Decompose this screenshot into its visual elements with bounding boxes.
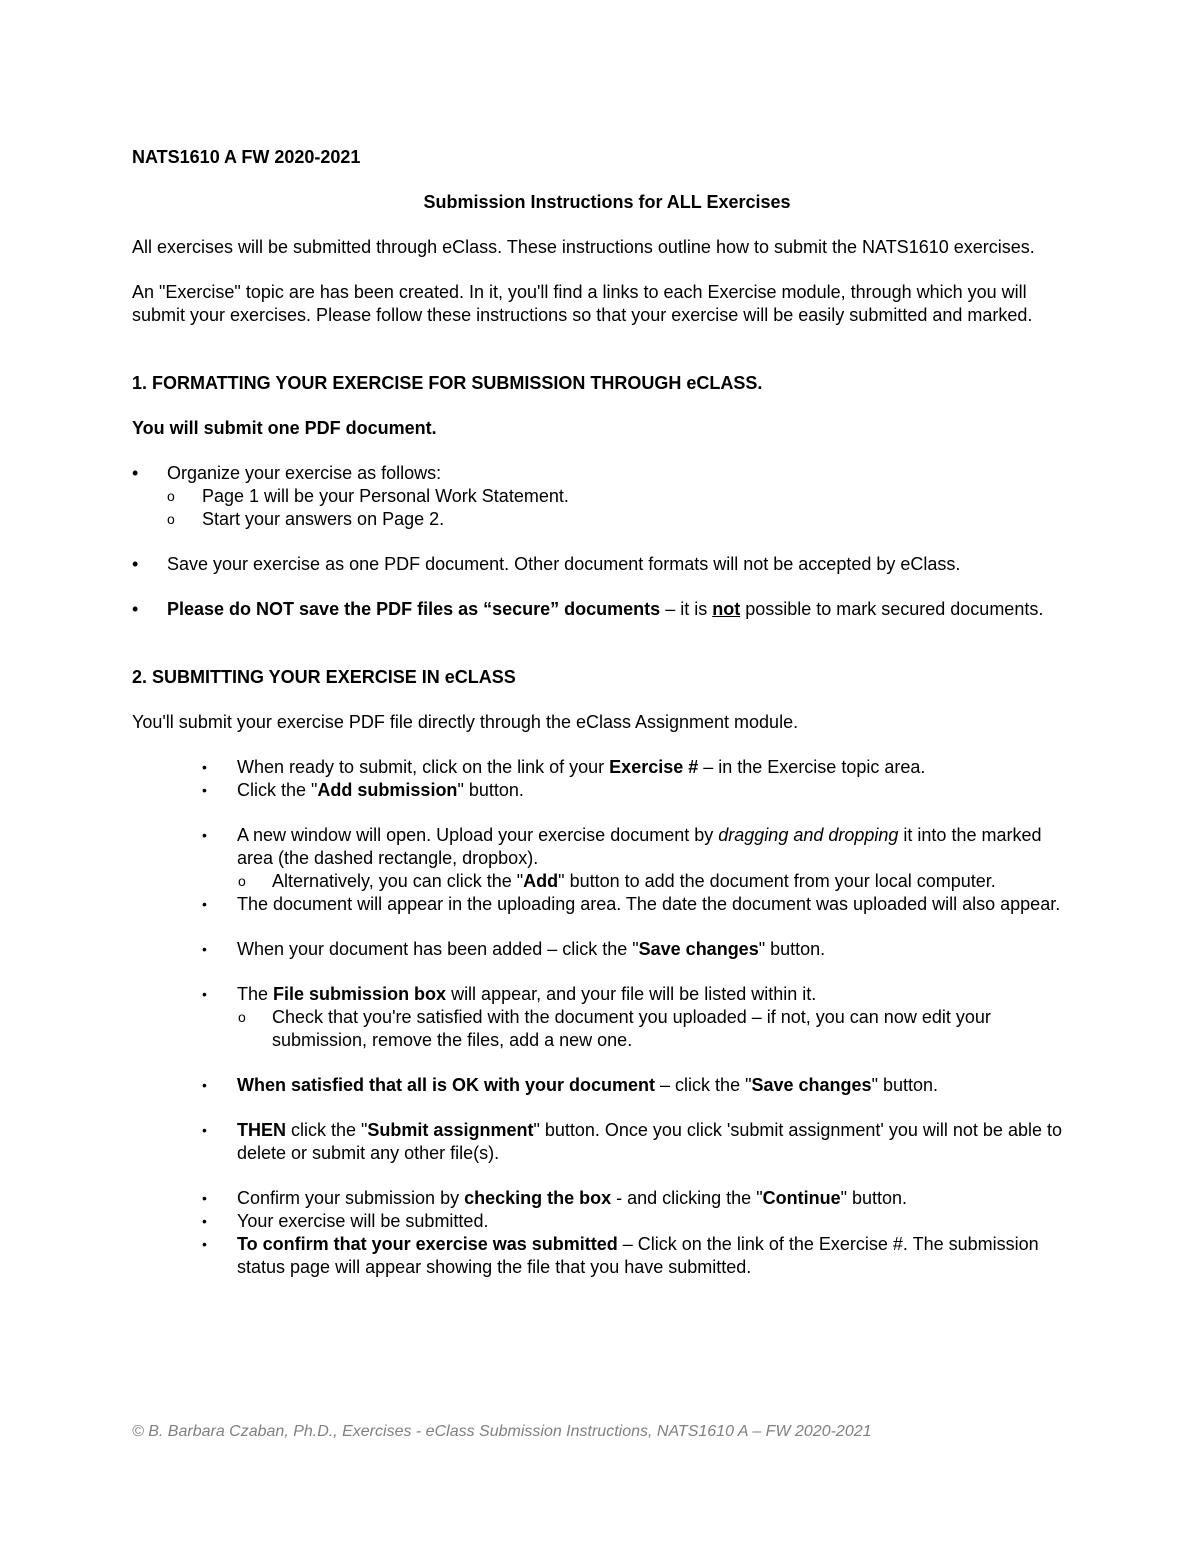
list-item: • A new window will open. Upload your exercise document by dragging and dropping it into the marked area (the dashed rectangle, dropbox). — [202, 825, 1042, 868]
bullet-icon: • — [132, 463, 139, 483]
bullet-icon: • — [202, 896, 207, 912]
section-2-sublist-a — [132, 870, 1082, 893]
course-code: NATS1610 A FW 2020-2021 — [132, 147, 361, 167]
section-2-list-g — [132, 1119, 1082, 1165]
list-item: • The document will appear in the uploading area. The date the document was uploaded will also appear. — [202, 894, 1061, 914]
section-2-heading: 2. SUBMITTING YOUR EXERCISE IN eCLASS — [132, 667, 516, 687]
list-item: • Click the "Add submission" button. — [202, 780, 524, 800]
sub-bullet-icon: o — [167, 511, 175, 527]
section-1-list-2 — [132, 553, 1082, 576]
list-item: • Confirm your submission by checking the box - and clicking the "Continue" button. — [202, 1188, 908, 1208]
list-item: • When ready to submit, click on the link of your Exercise # – in the Exercise topic area. — [202, 757, 926, 777]
section-2-intro: You'll submit your exercise PDF file directly through the eClass Assignment module. — [132, 712, 799, 732]
list-item: • The File submission box will appear, and your file will be listed within it. — [202, 984, 817, 1004]
bullet-icon: • — [202, 1077, 207, 1093]
section-1-subheading: You will submit one PDF document. — [132, 418, 437, 438]
section-2-list-b — [132, 824, 1082, 870]
list-item: • Your exercise will be submitted. — [202, 1211, 489, 1231]
section-2-sublist-b — [132, 1006, 1082, 1052]
bullet-icon: • — [132, 599, 139, 619]
section-1-list-3 — [132, 598, 1082, 621]
section-1-list — [132, 462, 1082, 485]
bullet-icon: • — [202, 759, 207, 775]
bullet-icon: • — [202, 1190, 207, 1206]
section-2-list-d — [132, 938, 1082, 961]
section-2-list-c — [132, 893, 1082, 916]
document-title: Submission Instructions for ALL Exercises — [423, 192, 791, 212]
bullet-icon: • — [202, 986, 207, 1002]
sub-bullet-icon: o — [167, 488, 175, 504]
intro-paragraph-2: An "Exercise" topic are has been created. In it, you'll find a links to each Exercise module, through which you will submit your exercises. Please follow these instructions so that your exercise will be easily submitted and marked. — [132, 282, 1033, 325]
list-item: • Organize your exercise as follows: — [132, 463, 442, 483]
section-2-list-f — [132, 1074, 1082, 1097]
section-1-heading: 1. FORMATTING YOUR EXERCISE FOR SUBMISSION THROUGH eCLASS. — [132, 373, 763, 393]
list-item: • Save your exercise as one PDF document. Other document formats will not be accepted by eClass. — [132, 554, 961, 574]
list-item: • When your document has been added – click the "Save changes" button. — [202, 939, 826, 959]
sub-bullet-icon: o — [238, 873, 246, 889]
bullet-icon: • — [202, 782, 207, 798]
section-2-list-e — [132, 983, 1082, 1006]
bullet-icon: • — [202, 941, 207, 957]
list-item: • THEN click the "Submit assignment" button. Once you click 'submit assignment' you will not be able to delete or submit any other file(s). — [202, 1120, 1062, 1163]
list-item: • To confirm that your exercise was submitted – Click on the link of the Exercise #. The submission status page will appear showing the file that you have submitted. — [202, 1234, 1039, 1277]
section-1-sublist — [132, 485, 1082, 531]
list-item: o Start your answers on Page 2. — [167, 509, 445, 529]
list-item: o Check that you're satisfied with the document you uploaded – if not, you can now edit your submission, remove the files, add a new one. — [238, 1007, 991, 1050]
list-item: • Please do NOT save the PDF files as “secure” documents – it is not possible to mark secured documents. — [132, 599, 1044, 619]
page-footer: © B. Barbara Czaban, Ph.D., Exercises - eClass Submission Instructions, NATS1610 A – FW 2020-2021 — [132, 1423, 872, 1440]
list-item: o Alternatively, you can click the "Add" button to add the document from your local computer. — [238, 871, 996, 891]
section-2-list-h — [132, 1187, 1082, 1279]
bullet-icon: • — [202, 827, 207, 843]
sub-bullet-icon: o — [238, 1009, 246, 1025]
bullet-icon: • — [202, 1236, 207, 1252]
bullet-icon: • — [132, 554, 139, 574]
bullet-icon: • — [202, 1213, 207, 1229]
list-item: • When satisfied that all is OK with your document – click the "Save changes" button. — [202, 1075, 938, 1095]
document-page — [132, 146, 1082, 1279]
bullet-icon: • — [202, 1122, 207, 1138]
list-item: o Page 1 will be your Personal Work Statement. — [167, 486, 569, 506]
section-2-list — [132, 756, 1082, 802]
intro-paragraph-1: All exercises will be submitted through eClass. These instructions outline how to submit the NATS1610 exercises. — [132, 237, 1035, 257]
